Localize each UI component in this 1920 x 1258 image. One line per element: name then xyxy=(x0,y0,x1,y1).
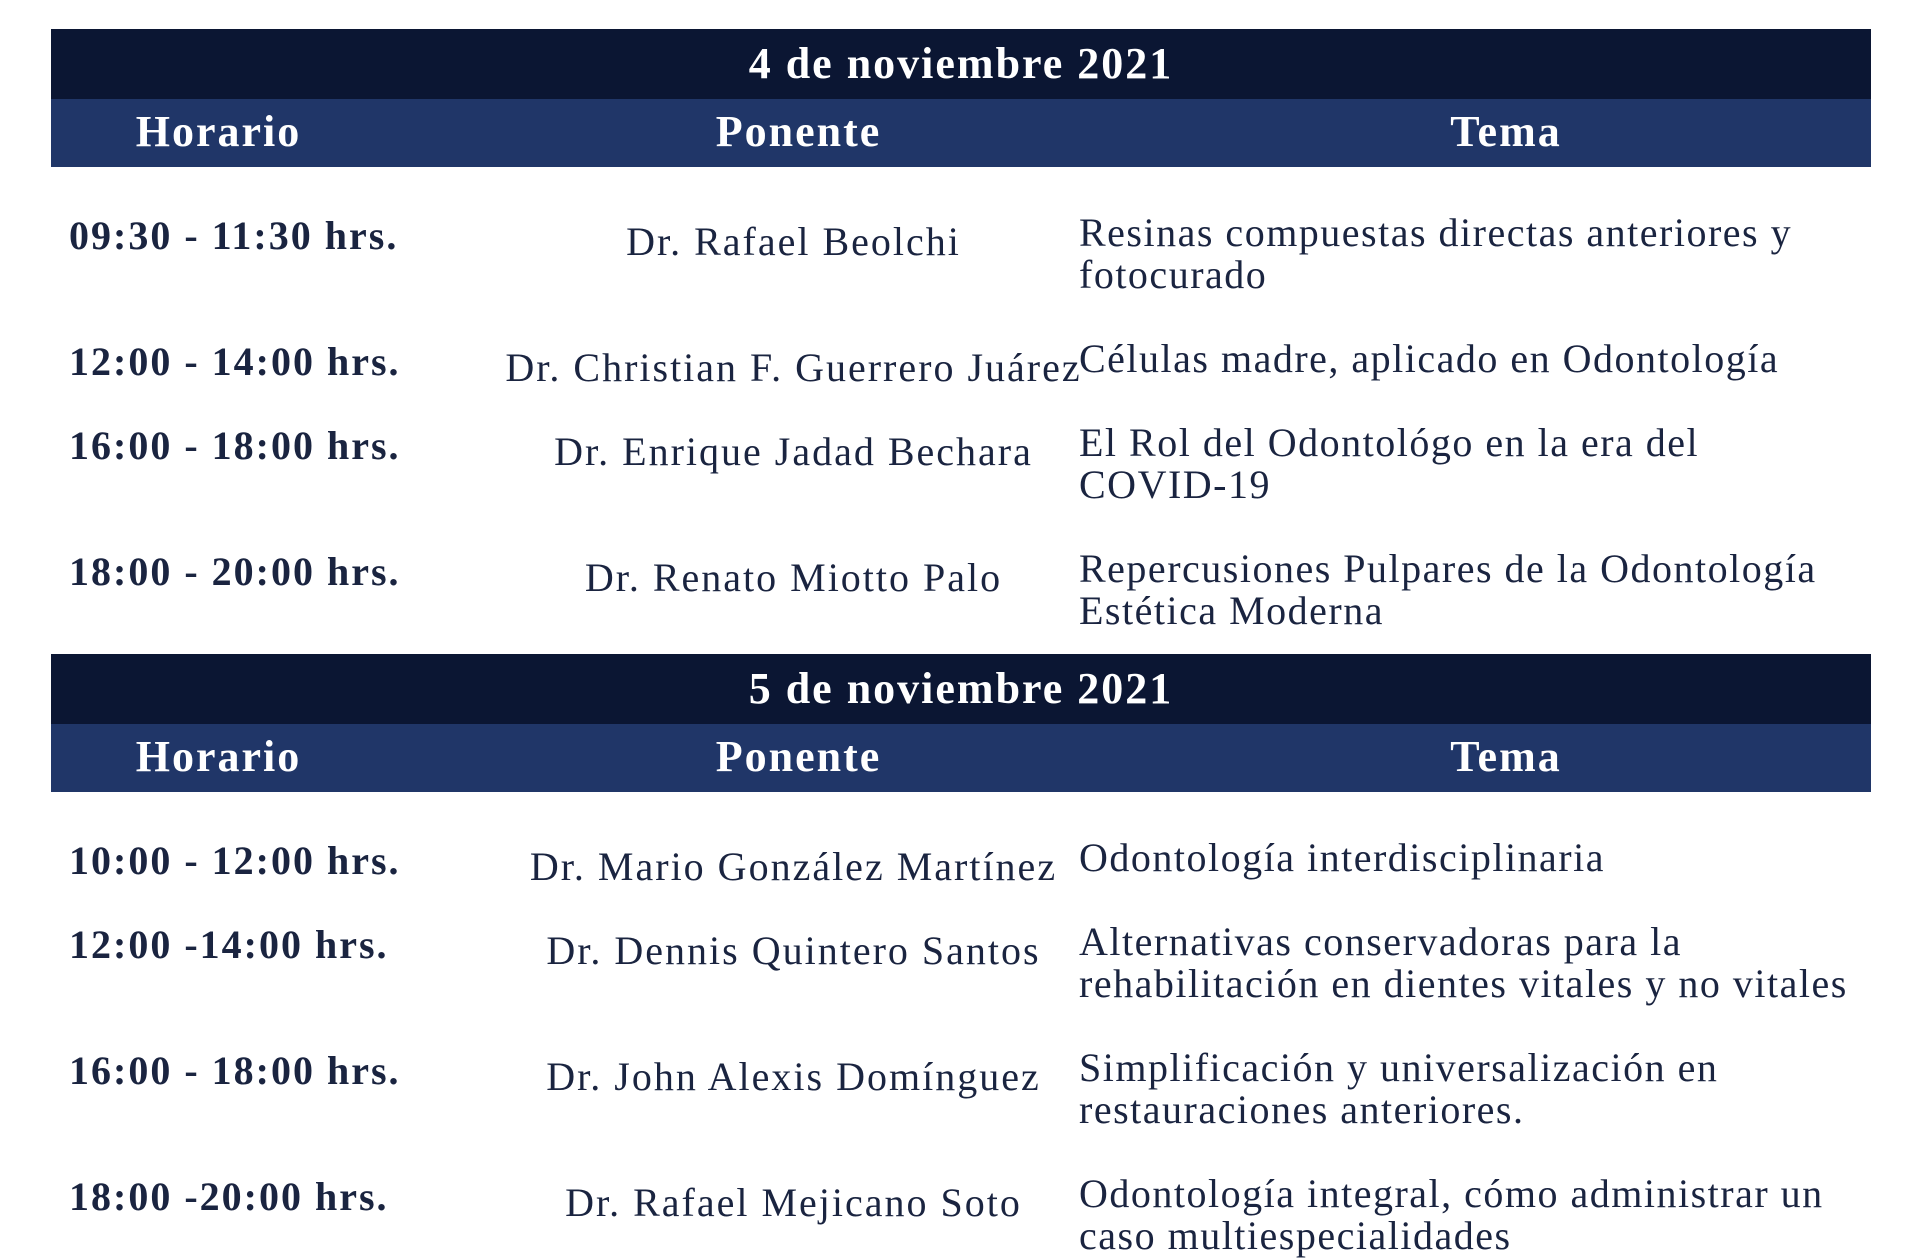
table-header xyxy=(51,99,1871,167)
row-topic: Odontología integral, cómo administrar un caso multiespecialidades xyxy=(1079,1171,1824,1258)
row-time: 16:00 - 18:00 hrs. xyxy=(69,423,401,468)
header-tema: Tema xyxy=(1450,107,1562,156)
row-topic: Simplificación y universalización en restauraciones anteriores. xyxy=(1079,1045,1719,1132)
header-tema: Tema xyxy=(1450,732,1562,781)
row-speaker: Dr. Christian F. Guerrero Juárez xyxy=(505,345,1082,390)
row-time: 16:00 - 18:00 hrs. xyxy=(69,1048,401,1093)
row-time: 18:00 -20:00 hrs. xyxy=(69,1174,389,1219)
row-speaker: Dr. Dennis Quintero Santos xyxy=(546,928,1041,973)
row-speaker: Dr. Enrique Jadad Bechara xyxy=(554,429,1033,474)
schedule-day-2 xyxy=(51,654,1871,1258)
row-time: 12:00 -14:00 hrs. xyxy=(69,922,389,967)
row-speaker: Dr. Mario González Martínez xyxy=(529,844,1058,889)
header-ponente: Ponente xyxy=(715,732,882,781)
row-speaker: Dr. John Alexis Domínguez xyxy=(546,1054,1041,1099)
header-horario: Horario xyxy=(135,732,302,781)
day-date-title: 4 de noviembre 2021 xyxy=(51,29,1871,99)
row-time: 10:00 - 12:00 hrs. xyxy=(69,838,401,883)
row-topic: Alternativas conservadoras para la rehabilitación en dientes vitales y no vitales xyxy=(1079,919,1848,1006)
row-topic: El Rol del Odontológo en la era del COVID-19 xyxy=(1079,420,1700,507)
header-horario: Horario xyxy=(135,107,302,156)
row-time: 18:00 - 20:00 hrs. xyxy=(69,549,401,594)
row-topic: Células madre, aplicado en Odontología xyxy=(1079,336,1780,381)
row-topic: Odontología interdisciplinaria xyxy=(1079,835,1605,880)
row-time: 12:00 - 14:00 hrs. xyxy=(69,339,401,384)
header-ponente: Ponente xyxy=(715,107,882,156)
schedule-day-1 xyxy=(51,29,1871,633)
row-speaker: Dr. Rafael Mejicano Soto xyxy=(565,1180,1022,1225)
row-speaker: Dr. Rafael Beolchi xyxy=(626,219,961,264)
table-header xyxy=(51,724,1871,792)
day-date-title: 5 de noviembre 2021 xyxy=(51,654,1871,724)
row-topic: Repercusiones Pulpares de la Odontología Estética Moderna xyxy=(1079,546,1817,633)
row-topic: Resinas compuestas directas anteriores y fotocurado xyxy=(1079,210,1793,297)
row-speaker: Dr. Renato Miotto Palo xyxy=(584,555,1003,600)
row-time: 09:30 - 11:30 hrs. xyxy=(69,213,399,258)
